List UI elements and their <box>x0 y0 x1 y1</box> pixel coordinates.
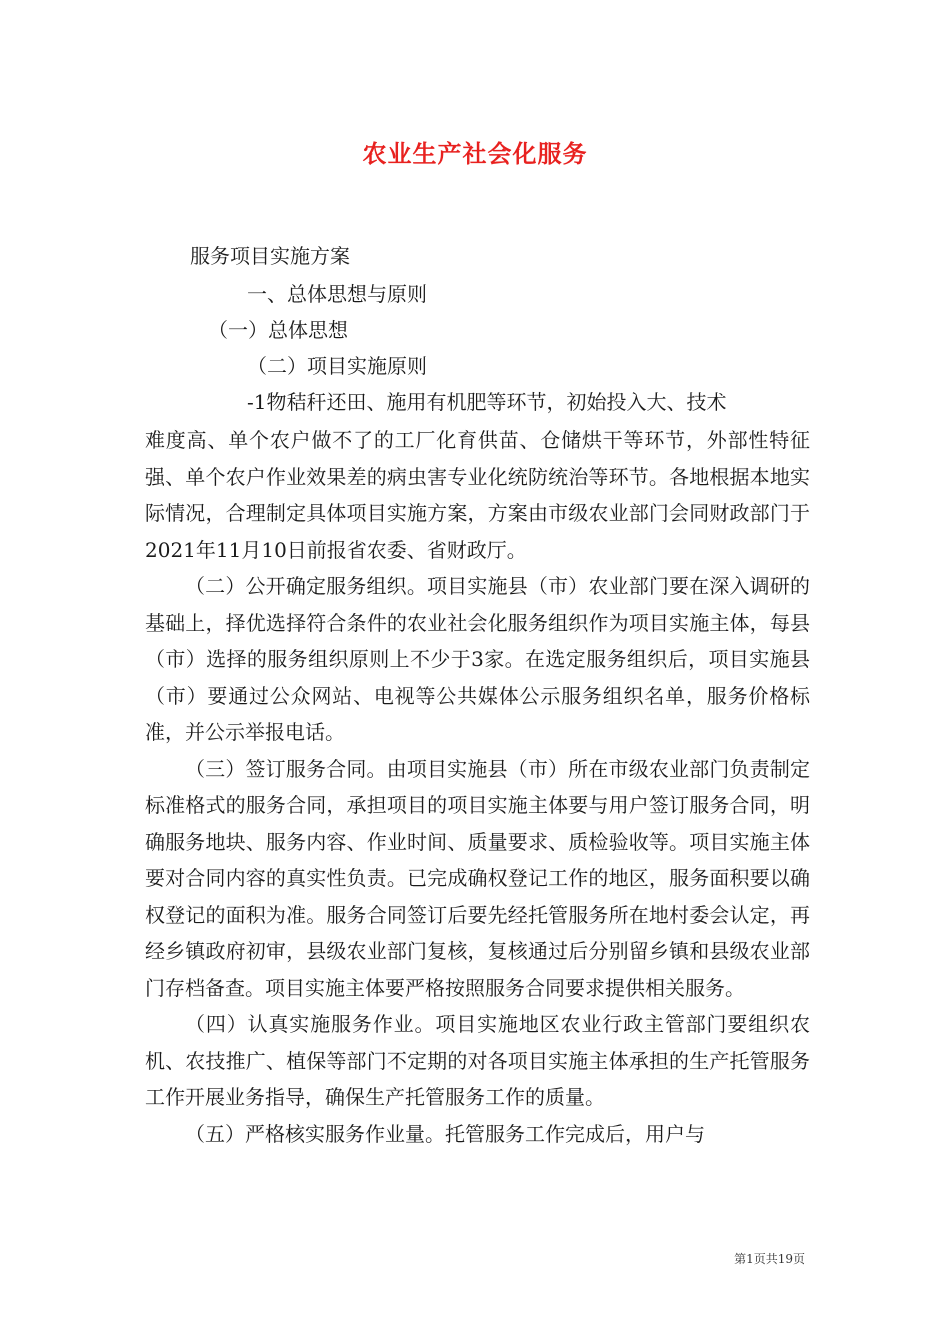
page-number-footer: 第1页共19页 <box>734 1252 805 1266</box>
heading-level-2-a: （一）总体思想 <box>208 318 348 342</box>
paragraph: （四）认真实施服务作业。项目实施地区农业行政主管部门要组织农机、农技推广、植保等部门不定期的对各项目实施主体承担的生产托管服务工作开展业务指导，确保生产托管服务工作的质量。 <box>145 1012 810 1109</box>
paragraph: （三）签订服务合同。由项目实施县（市）所在市级农业部门负责制定标准格式的服务合同，承担项目的项目实施主体要与用户签订服务合同，明确服务地块、服务内容、作业时间、质量要求、质检验收等。项目实施主体要对合同内容的真实性负责。已完成确权登记工作的地区，服务面积要以确权登记的面积为准。服务合同签订后要先经托管服务所在地村委会认定，再经乡镇政府初审，县级农业部门复核，复核通过后分别留乡镇和县级农业部门存档备查。项目实施主体要严格按照服务合同要求提供相关服务。 <box>145 756 810 1000</box>
section-label: 服务项目实施方案 <box>190 244 350 268</box>
paragraph: （五）严格核实服务作业量。托管服务工作完成后，用户与 <box>185 1121 705 1146</box>
paragraph: （二）公开确定服务组织。项目实施县（市）农业部门要在深入调研的基础上，择优选择符合条件的农业社会化服务组织作为项目实施主体，每县（市）选择的服务组织原则上不少于3家。在选定服务组织后，项目实施县（市）要通过公众网站、电视等公共媒体公示服务组织名单，服务价格标准，并公示举报电话。 <box>145 574 810 744</box>
heading-level-1: 一、总体思想与原则 <box>247 282 427 306</box>
document-body <box>145 422 810 1152</box>
body-first-line: -1物秸秆还田、施用有机肥等环节，初始投入大、技术 <box>247 390 727 414</box>
paragraph: 难度高、单个农户做不了的工厂化育供苗、仓储烘干等环节，外部性特征强、单个农户作业效果差的病虫害专业化统防统治等环节。各地根据本地实际情况，合理制定具体项目实施方案，方案由市级农业部门会同财政部门于2021年11月10日前报省农委、省财政厅。 <box>145 428 810 562</box>
heading-level-2-b: （二）项目实施原则 <box>247 354 427 378</box>
document-title: 农业生产社会化服务 <box>362 140 588 168</box>
